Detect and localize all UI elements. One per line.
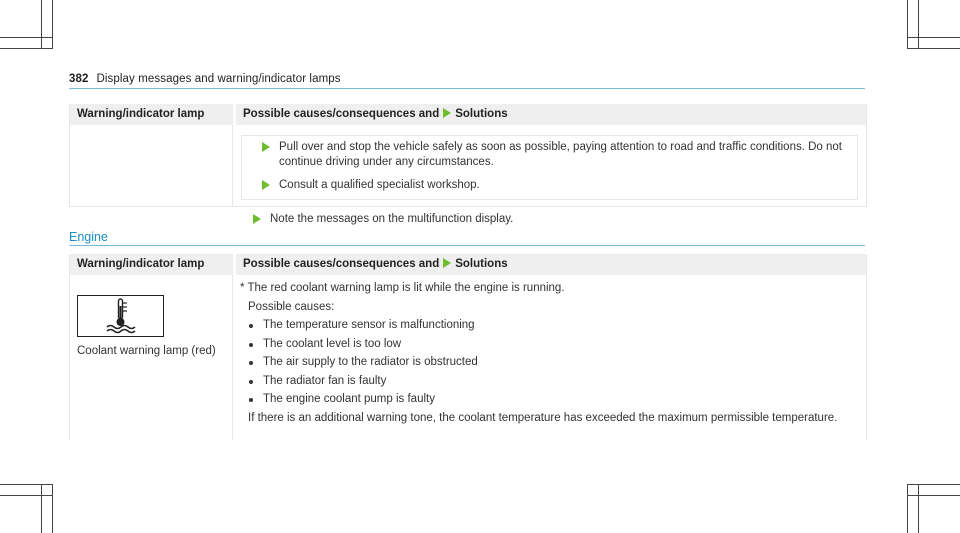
header-solutions-label: Solutions: [455, 108, 508, 120]
cause-text: The air supply to the radiator is obstructed: [263, 356, 478, 368]
lamp-caption: Coolant warning lamp (red): [77, 345, 216, 357]
list-item: [248, 374, 866, 389]
header-causes-column: [236, 254, 866, 275]
crop-mark: [918, 0, 919, 49]
header-solutions-label: Solutions: [455, 258, 508, 270]
header-lamp-column: Warning/indicator lamp: [70, 254, 236, 275]
arrow-right-icon: [262, 180, 270, 190]
table-row: [70, 125, 866, 225]
table-row: [70, 275, 866, 440]
list-item: [248, 355, 866, 370]
bullet-icon: [249, 361, 253, 365]
warning-table-continued: [69, 104, 867, 225]
steps-box: [241, 135, 858, 200]
solution-cell: [233, 275, 866, 440]
cause-text: The radiator fan is faulty: [263, 374, 387, 387]
table-header: [70, 254, 866, 275]
bullet-icon: [249, 324, 253, 328]
list-item: [248, 318, 866, 333]
crop-mark: [41, 484, 42, 533]
lamp-symbol-frame: [77, 295, 164, 337]
crop-mark: [52, 484, 53, 533]
section-rule: [69, 245, 865, 246]
crop-mark: [0, 495, 52, 496]
engine-warning-table: [69, 254, 867, 440]
crop-mark: [907, 484, 908, 533]
solution-cell: [233, 125, 866, 225]
note-item: [233, 212, 866, 227]
lamp-cell: [70, 125, 233, 206]
crop-mark: [0, 484, 53, 485]
final-note: If there is an additional warning tone, the coolant temperature has exceeded the maximum permissible temperature.: [248, 411, 838, 424]
crop-mark: [0, 37, 52, 38]
crop-mark: [0, 48, 53, 49]
cause-text: The temperature sensor is malfunctioning: [263, 319, 475, 331]
crop-mark: [908, 37, 960, 38]
causes-label: Possible causes:: [248, 301, 335, 313]
header-causes-label: Possible causes/consequences and: [243, 258, 440, 270]
crop-mark: [41, 0, 42, 49]
cause-text: The engine coolant pump is faulty: [263, 393, 435, 405]
bullet-icon: [249, 343, 253, 347]
table-header: [70, 104, 866, 125]
page-number: 382: [69, 73, 89, 85]
step-text: Consult a qualified specialist workshop.: [279, 179, 480, 191]
header-causes-column: [236, 104, 866, 125]
causes-list: [233, 318, 866, 407]
arrow-right-icon: [262, 142, 270, 152]
header-causes-label: Possible causes/consequences and: [243, 108, 440, 120]
lamp-description: * The red coolant warning lamp is lit while the engine is running.: [240, 282, 565, 294]
crop-mark: [918, 484, 919, 533]
lamp-cell: [70, 275, 233, 440]
step-item: [242, 178, 857, 193]
note-text: Note the messages on the multifunction display.: [270, 213, 514, 225]
header-lamp-column: Warning/indicator lamp: [70, 104, 236, 125]
arrow-right-icon: [253, 214, 261, 224]
crop-mark: [907, 484, 960, 485]
arrow-right-icon: [443, 258, 451, 268]
page-title: Display messages and warning/indicator lamps: [96, 73, 341, 85]
crop-mark: [52, 0, 53, 49]
step-item: [242, 140, 857, 170]
bullet-icon: [249, 380, 253, 384]
step-text: Pull over and stop the vehicle safely as soon as possible, paying attention to road and traffic conditions. Do not continue driving under any circumstances.: [279, 141, 842, 168]
crop-mark: [908, 495, 960, 496]
crop-mark: [907, 48, 960, 49]
coolant-temperature-icon: [78, 296, 163, 336]
list-item: [248, 337, 866, 352]
cause-text: The coolant level is too low: [263, 337, 402, 350]
arrow-right-icon: [443, 108, 451, 118]
page-header: [69, 73, 865, 89]
header-rule: [69, 88, 865, 89]
section-title: Engine: [69, 230, 108, 244]
list-item: [248, 392, 866, 407]
bullet-icon: [249, 398, 253, 402]
crop-mark: [907, 0, 908, 49]
